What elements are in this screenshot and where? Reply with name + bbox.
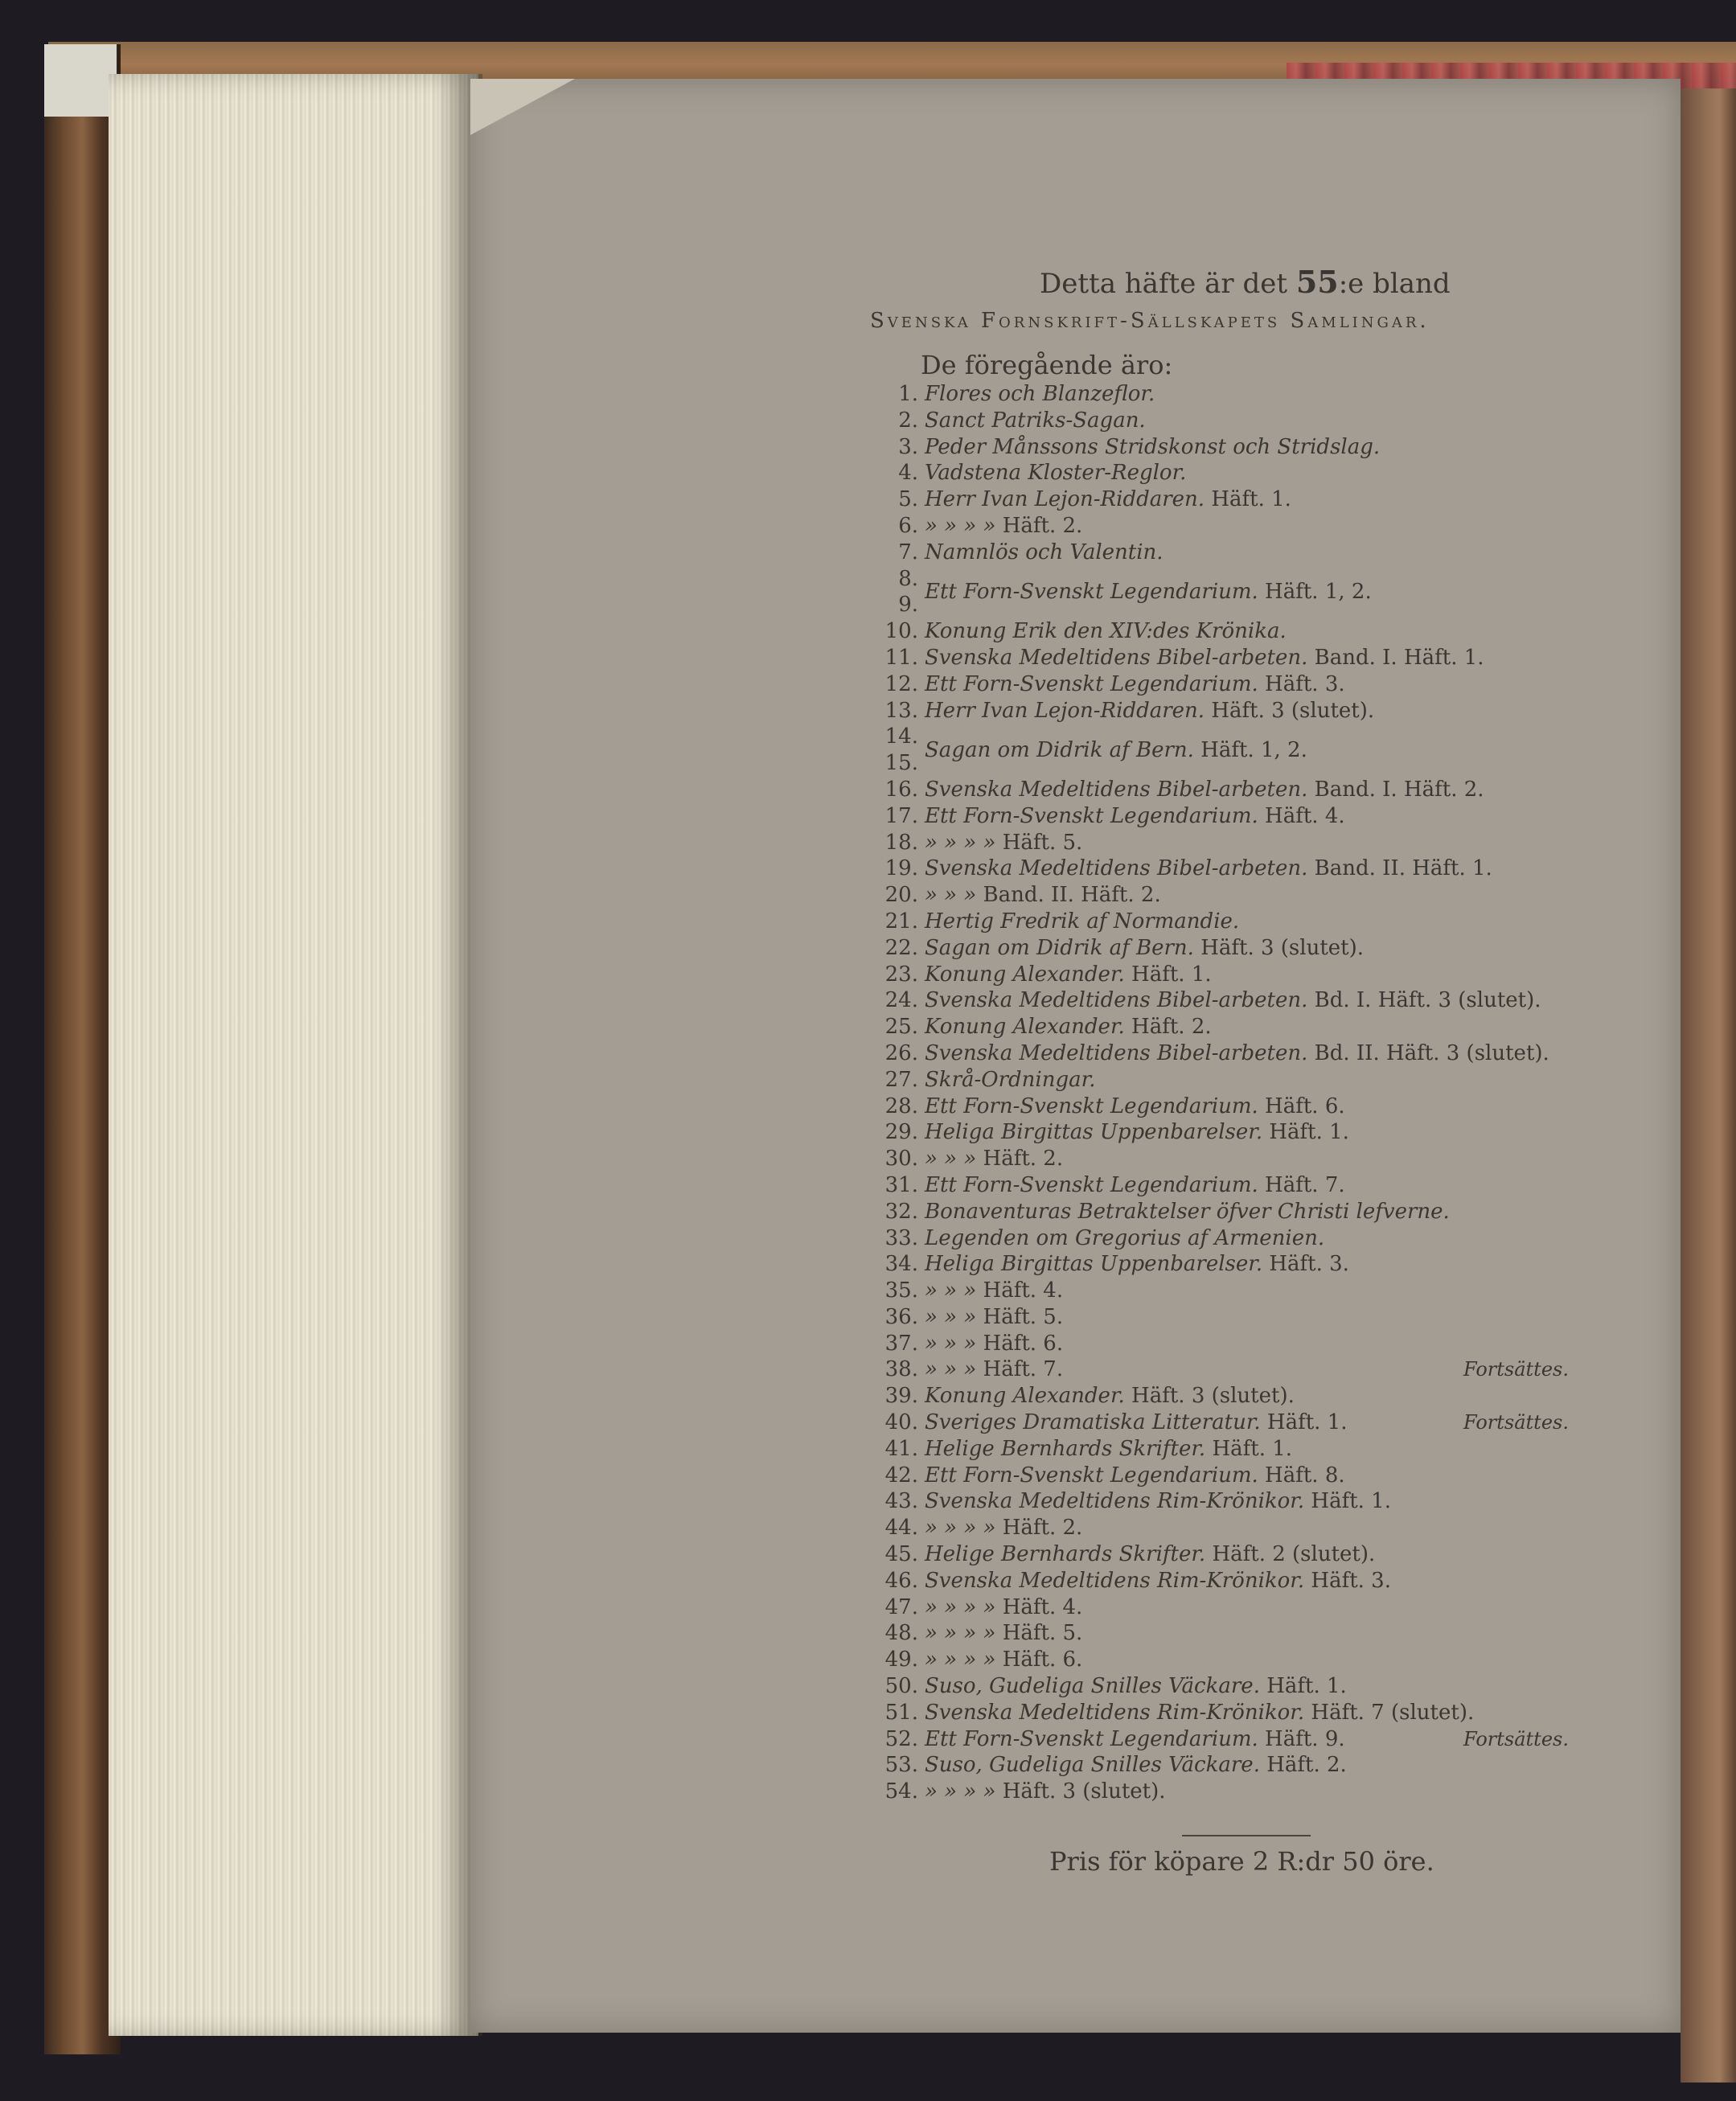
entry-number: 30. — [884, 1147, 918, 1172]
entry-number: 49. — [884, 1648, 918, 1672]
entry-part-note: Häft. 3. — [1304, 1568, 1391, 1593]
list-item — [860, 909, 1656, 935]
entry-title-text: » » » — [925, 1304, 977, 1329]
entry-part-note: Bd. II. Häft. 3 (slutet). — [1307, 1040, 1549, 1065]
entry-number: 38. — [884, 1357, 918, 1382]
list-item — [860, 856, 1656, 882]
entry-title — [925, 1225, 1324, 1252]
entry-title — [925, 909, 1239, 935]
entry-title-text: Herr Ivan Lejon-Riddaren. — [925, 487, 1205, 512]
entry-number: 33. — [884, 1225, 918, 1250]
entry-title — [925, 486, 1291, 513]
entry-title — [925, 1410, 1348, 1436]
entry-number: 23. — [884, 962, 918, 987]
entry-number: 26. — [884, 1040, 918, 1065]
entry-title — [925, 777, 1484, 803]
entry-title-text: Helige Bernhards Skrifter. — [925, 1542, 1206, 1567]
entry-number: 31. — [884, 1172, 918, 1197]
list-item — [860, 618, 1656, 645]
entry-title — [925, 1647, 1082, 1673]
entry-title-text: Helige Bernhards Skrifter. — [925, 1436, 1206, 1461]
entry-number: 43. — [884, 1489, 918, 1514]
entry-title-text: Konung Alexander. — [925, 1384, 1125, 1409]
entry-number: 51. — [884, 1700, 918, 1725]
entry-title — [925, 962, 1212, 988]
entry-number: 34. — [884, 1252, 918, 1277]
entry-title — [925, 830, 1082, 856]
list-item — [860, 1515, 1656, 1541]
entry-number: 47. — [884, 1594, 918, 1619]
entry-number: 45. — [884, 1542, 918, 1567]
list-item — [860, 1700, 1656, 1726]
entry-title — [925, 1251, 1349, 1278]
entry-number: 9. — [898, 593, 918, 618]
entry-title — [925, 1488, 1391, 1515]
list-item — [860, 1752, 1656, 1779]
entry-title — [925, 381, 1155, 408]
entry-title — [925, 1278, 1063, 1304]
entry-number: 36. — [884, 1304, 918, 1329]
entry-title — [925, 1304, 1063, 1331]
entry-number: 4. — [898, 461, 918, 486]
list-item — [860, 1410, 1656, 1436]
entry-part-note: Band. II. Häft. 2. — [976, 883, 1161, 908]
entry-number: 3. — [898, 434, 918, 459]
entry-title-text: Svenska Medeltidens Rim-Krönikor. — [925, 1568, 1305, 1593]
entry-title — [925, 460, 1186, 486]
entry-title-text: » » » » — [925, 513, 996, 538]
entry-title-text: » » » — [925, 1147, 977, 1172]
entry-part-note: Häft. 6. — [1258, 1094, 1345, 1118]
entry-number: 54. — [884, 1779, 918, 1804]
entry-title-text: Konung Erik den XIV:des Krönika. — [925, 619, 1287, 644]
entry-title-text: Legenden om Gregorius af Armenien. — [925, 1225, 1325, 1250]
entry-title-text: Flores och Blanzeflor. — [925, 382, 1155, 406]
entry-title-text: Sagan om Didrik af Bern. — [925, 738, 1194, 763]
entry-part-note: Häft. 2 (slutet). — [1205, 1542, 1376, 1567]
entry-title-text: » » » — [925, 1331, 977, 1356]
header-line — [1040, 264, 1451, 300]
entry-part-note: Häft. 6. — [976, 1331, 1064, 1356]
entry-title — [925, 618, 1287, 645]
entry-title-text: Peder Månssons Stridskonst och Stridslag. — [925, 434, 1381, 459]
entry-title-text: Konung Alexander. — [925, 1015, 1125, 1040]
list-item — [860, 738, 1656, 777]
entry-part-note: Häft. 2. — [1259, 1753, 1347, 1778]
continued-note: Fortsättes. — [1463, 1358, 1569, 1381]
publication-list — [860, 381, 1656, 1805]
entry-number: 13. — [884, 698, 918, 723]
entry-part-note: Häft. 2. — [995, 1516, 1083, 1541]
list-item — [860, 381, 1656, 408]
entry-number: 44. — [884, 1516, 918, 1541]
list-item — [860, 580, 1656, 618]
entry-title — [925, 737, 1307, 764]
list-item — [860, 1488, 1656, 1515]
entry-part-note: Häft. 1. — [1259, 1674, 1347, 1699]
entry-title-text: Suso, Gudeliga Snilles Väckare. — [925, 1674, 1260, 1699]
entry-part-note: Häft. 1. — [1205, 487, 1291, 512]
entry-part-note: Häft. 5. — [995, 1621, 1083, 1646]
entry-number: 40. — [884, 1410, 918, 1435]
entry-title — [925, 408, 1146, 434]
entry-part-note: Band. I. Häft. 2. — [1307, 777, 1484, 802]
list-item — [860, 540, 1656, 566]
entry-title-text: Svenska Medeltidens Bibel-arbeten. — [925, 1040, 1308, 1065]
list-item — [860, 882, 1656, 909]
entry-title — [925, 1594, 1082, 1621]
entry-title-text: Skrå-Ordningar. — [925, 1067, 1096, 1092]
entry-title-text: Ett Forn-Svenskt Legendarium. — [925, 1172, 1258, 1197]
entry-title — [925, 1146, 1063, 1172]
entry-part-note: Häft. 1, 2. — [1193, 738, 1307, 763]
entry-title-text: Vadstena Kloster-Reglor. — [925, 461, 1187, 486]
entry-title-text: Bonaventuras Betraktelser öfver Christi lefverne. — [925, 1199, 1450, 1224]
list-item — [860, 935, 1656, 962]
list-item — [860, 1094, 1656, 1120]
entry-title — [925, 1620, 1082, 1647]
entry-title — [925, 1541, 1375, 1568]
list-item — [860, 460, 1656, 486]
entry-title — [925, 1383, 1295, 1410]
list-item — [860, 1067, 1656, 1094]
cover-corner — [44, 44, 117, 117]
entry-part-note: Band. II. Häft. 1. — [1307, 856, 1492, 881]
entry-title — [925, 671, 1345, 698]
entry-title — [925, 1014, 1212, 1040]
entry-title-text: Ett Forn-Svenskt Legendarium. — [925, 1094, 1258, 1118]
entry-part-note: Häft. 7. — [1258, 1172, 1345, 1197]
entry-title — [925, 434, 1380, 461]
entry-number: 24. — [884, 988, 918, 1013]
entry-title — [925, 1726, 1345, 1753]
folded-corner — [470, 79, 575, 135]
entry-title — [925, 1119, 1349, 1146]
entry-title-text: Herr Ivan Lejon-Riddaren. — [925, 698, 1205, 723]
entry-title — [925, 1752, 1347, 1779]
entry-title — [925, 856, 1492, 882]
entry-number: 2. — [898, 408, 918, 433]
list-item — [860, 1594, 1656, 1621]
entry-number: 15. — [884, 751, 918, 776]
entry-title-text: Hertig Fredrik af Normandie. — [925, 909, 1240, 934]
list-item — [860, 1779, 1656, 1805]
entry-number: 21. — [884, 909, 918, 934]
entry-part-note: Band. I. Häft. 1. — [1307, 645, 1484, 670]
book-cover-right — [1681, 88, 1736, 2083]
list-item — [860, 434, 1656, 461]
list-item — [860, 1647, 1656, 1673]
list-item — [860, 513, 1656, 540]
list-item — [860, 1331, 1656, 1357]
entry-title — [925, 1356, 1063, 1383]
entry-part-note: Häft. 8. — [1258, 1463, 1345, 1488]
header-suffix: :e bland — [1338, 268, 1451, 300]
entry-title — [925, 645, 1484, 671]
entry-title-text: Suso, Gudeliga Snilles Väckare. — [925, 1753, 1260, 1778]
entry-part-note: Häft. 5. — [995, 830, 1083, 855]
list-item — [860, 645, 1656, 671]
entry-part-note: Häft. 1. — [1124, 962, 1212, 987]
entry-title — [925, 1331, 1063, 1357]
entry-title — [925, 1094, 1345, 1120]
volume-number: 55 — [1295, 264, 1339, 300]
entry-title-text: » » » — [925, 883, 977, 908]
list-item — [860, 1278, 1656, 1304]
entry-part-note: Häft. 7 (slutet). — [1304, 1700, 1475, 1725]
list-item — [860, 1251, 1656, 1278]
entry-number: 32. — [884, 1199, 918, 1224]
list-item — [860, 1014, 1656, 1040]
entry-part-note: Häft. 2. — [976, 1147, 1064, 1172]
list-item — [860, 1620, 1656, 1647]
entry-part-note: Häft. 4. — [1258, 803, 1345, 828]
entry-part-note: Häft. 3. — [1258, 671, 1345, 696]
entry-title-text: Ett Forn-Svenskt Legendarium. — [925, 671, 1258, 696]
list-item — [860, 408, 1656, 434]
entry-title-text: Svenska Medeltidens Bibel-arbeten. — [925, 645, 1308, 670]
entry-title — [925, 698, 1374, 724]
entry-number: 11. — [884, 645, 918, 670]
entry-title-text: » » » » — [925, 1779, 996, 1804]
entry-title-text: Ett Forn-Svenskt Legendarium. — [925, 1726, 1258, 1751]
entry-number: 12. — [884, 671, 918, 696]
entry-number: 18. — [884, 830, 918, 855]
entry-number: 16. — [884, 777, 918, 802]
entry-part-note: Häft. 1. — [1260, 1410, 1348, 1435]
list-item — [860, 1146, 1656, 1172]
entry-number: 10. — [884, 619, 918, 644]
entry-title — [925, 1172, 1345, 1199]
entry-title-text: Svenska Medeltidens Rim-Krönikor. — [925, 1489, 1305, 1514]
entry-title-text: Svenska Medeltidens Bibel-arbeten. — [925, 777, 1308, 802]
entry-part-note: Bd. I. Häft. 3 (slutet). — [1307, 988, 1541, 1013]
entry-title-text: Svenska Medeltidens Bibel-arbeten. — [925, 856, 1308, 881]
preceding-label: De föregående äro: — [921, 350, 1173, 380]
list-item — [860, 777, 1656, 803]
list-item — [860, 1383, 1656, 1410]
entry-title-text: Ett Forn-Svenskt Legendarium. — [925, 580, 1258, 605]
entry-title — [925, 1568, 1391, 1594]
entry-title-text: Konung Alexander. — [925, 962, 1125, 987]
entry-number: 25. — [884, 1015, 918, 1040]
entry-title-text: Svenska Medeltidens Rim-Krönikor. — [925, 1700, 1305, 1725]
entry-number: 52. — [884, 1726, 918, 1751]
entry-part-note: Häft. 1, 2. — [1258, 580, 1372, 605]
entry-number: 42. — [884, 1463, 918, 1488]
entry-title-text: Sagan om Didrik af Bern. — [925, 935, 1194, 960]
list-item — [860, 1172, 1656, 1199]
list-item — [860, 1356, 1656, 1383]
entry-number: 1. — [898, 382, 918, 406]
list-item — [860, 830, 1656, 856]
entry-title — [925, 935, 1364, 962]
page-edges — [109, 74, 478, 2036]
list-item — [860, 803, 1656, 830]
entry-title — [925, 987, 1541, 1014]
entry-title — [925, 1436, 1292, 1463]
entry-number: 27. — [884, 1067, 918, 1092]
entry-title-text: Sanct Patriks-Sagan. — [925, 408, 1146, 433]
list-item — [860, 486, 1656, 513]
divider-rule — [1182, 1835, 1311, 1836]
entry-part-note: Häft. 3 (slutet). — [995, 1779, 1166, 1804]
entry-part-note: Häft. 1. — [1262, 1120, 1349, 1145]
list-item — [860, 1541, 1656, 1568]
entry-number: 14. — [884, 724, 918, 749]
header-prefix: Detta häfte är det — [1040, 268, 1296, 300]
entry-title-text: » » » » — [925, 1621, 996, 1646]
entry-part-note: Häft. 7. — [976, 1357, 1064, 1382]
entry-title-text: » » » » — [925, 1516, 996, 1541]
entry-number: 19. — [884, 856, 918, 881]
entry-title — [925, 803, 1345, 830]
list-item — [860, 962, 1656, 988]
list-item — [860, 698, 1656, 724]
entry-part-note: Häft. 6. — [995, 1648, 1083, 1672]
list-item — [860, 1119, 1656, 1146]
list-item — [860, 1304, 1656, 1331]
entry-part-note: Häft. 5. — [976, 1304, 1064, 1329]
entry-part-note: Häft. 3 (slutet). — [1193, 935, 1365, 960]
entry-number: 41. — [884, 1436, 918, 1461]
list-item — [860, 1463, 1656, 1489]
list-item — [860, 1040, 1656, 1067]
entry-title-text: Heliga Birgittas Uppenbarelser. — [925, 1120, 1263, 1145]
entry-number: 29. — [884, 1120, 918, 1145]
entry-title — [925, 1673, 1347, 1700]
entry-number: 22. — [884, 935, 918, 960]
entry-number: 28. — [884, 1094, 918, 1118]
entry-title — [925, 1463, 1345, 1489]
entry-title-text: Heliga Birgittas Uppenbarelser. — [925, 1252, 1263, 1277]
entry-title — [925, 1779, 1166, 1805]
entry-number: 5. — [898, 487, 918, 512]
entry-title-text: Ett Forn-Svenskt Legendarium. — [925, 803, 1258, 828]
entry-number: 48. — [884, 1621, 918, 1646]
entry-number: 6. — [898, 513, 918, 538]
list-item — [860, 671, 1656, 698]
entry-number: 50. — [884, 1674, 918, 1699]
entry-title — [925, 1700, 1474, 1726]
entry-title — [925, 579, 1372, 605]
list-item — [860, 1726, 1656, 1753]
entry-title — [925, 540, 1163, 566]
entry-title — [925, 1040, 1549, 1067]
entry-title-text: » » » — [925, 1357, 977, 1382]
entry-title-text: Ett Forn-Svenskt Legendarium. — [925, 1463, 1258, 1488]
list-item — [860, 1225, 1656, 1252]
society-name: Svenska Fornskrift-Sällskapets Samlingar. — [870, 309, 1430, 333]
entry-number: 35. — [884, 1278, 918, 1303]
entry-number: 37. — [884, 1331, 918, 1356]
list-item — [860, 1568, 1656, 1594]
entry-title-text: » » » » — [925, 830, 996, 855]
entry-number: 53. — [884, 1753, 918, 1778]
entry-title-text: » » » » — [925, 1648, 996, 1672]
continued-note: Fortsättes. — [1463, 1411, 1569, 1434]
entry-title-text: » » » — [925, 1278, 977, 1303]
entry-title — [925, 1067, 1095, 1094]
entry-number: 8. — [898, 566, 918, 591]
entry-part-note: Häft. 1. — [1304, 1489, 1391, 1514]
entry-number: 7. — [898, 540, 918, 564]
entry-title-text: Namnlös och Valentin. — [925, 540, 1163, 564]
entry-part-note: Häft. 4. — [995, 1594, 1083, 1619]
entry-title-text: Svenska Medeltidens Bibel-arbeten. — [925, 988, 1308, 1013]
entry-number: 20. — [884, 883, 918, 908]
entry-part-note: Häft. 4. — [976, 1278, 1064, 1303]
entry-title — [925, 1199, 1450, 1225]
entry-part-note: Häft. 3 (slutet). — [1205, 698, 1375, 723]
entry-number: 17. — [884, 803, 918, 828]
entry-part-note: Häft. 1. — [1205, 1436, 1293, 1461]
list-item — [860, 1199, 1656, 1225]
entry-part-note: Häft. 2. — [1124, 1015, 1212, 1040]
entry-part-note: Häft. 3 (slutet). — [1124, 1384, 1295, 1409]
entry-part-note: Häft. 9. — [1258, 1726, 1345, 1751]
list-item — [860, 1673, 1656, 1700]
entry-title — [925, 1515, 1082, 1541]
entry-title-text: Sveriges Dramatiska Litteratur. — [925, 1410, 1261, 1435]
entry-number: 46. — [884, 1568, 918, 1593]
list-item — [860, 987, 1656, 1014]
price-line: Pris för köpare 2 R:dr 50 öre. — [1049, 1846, 1434, 1877]
entry-number: 39. — [884, 1384, 918, 1409]
entry-title — [925, 882, 1161, 909]
continued-note: Fortsättes. — [1463, 1727, 1569, 1750]
entry-title — [925, 513, 1082, 540]
entry-part-note: Häft. 3. — [1262, 1252, 1349, 1277]
list-item — [860, 1436, 1656, 1463]
entry-part-note: Häft. 2. — [995, 513, 1083, 538]
entry-title-text: » » » » — [925, 1594, 996, 1619]
